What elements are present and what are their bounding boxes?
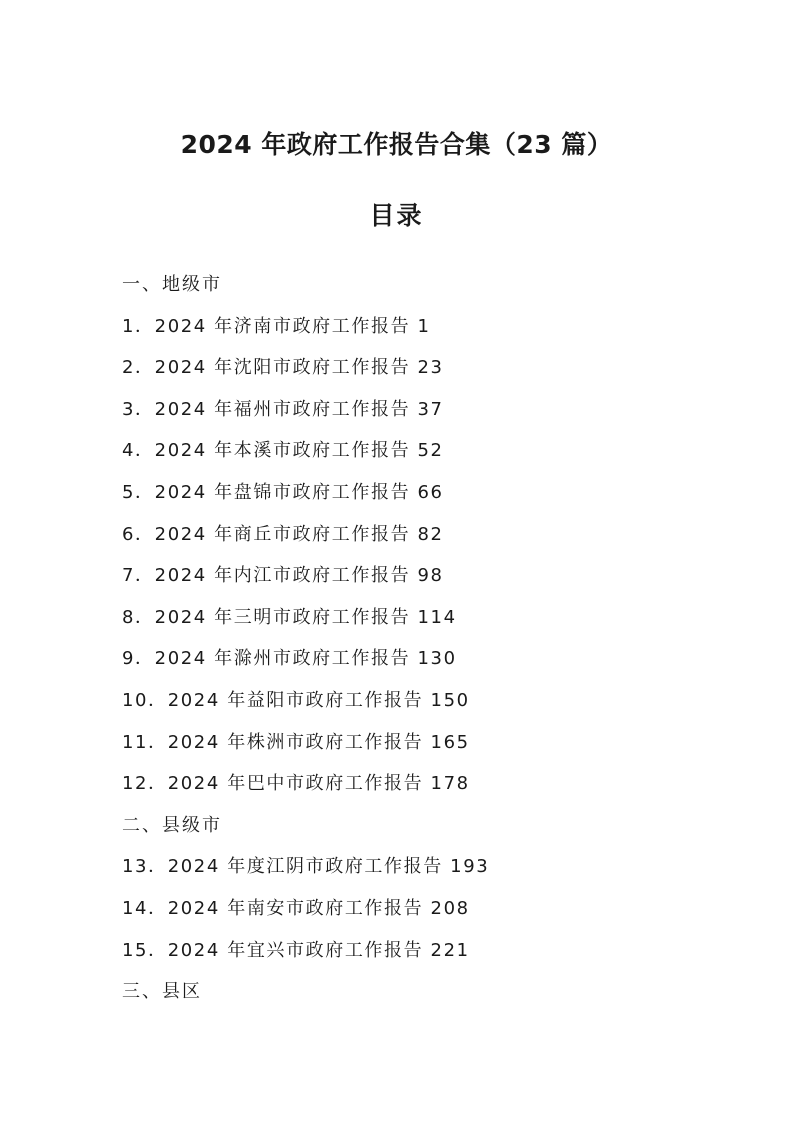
toc-entry[interactable]: 6．2024 年商丘市政府工作报告 82: [122, 523, 444, 545]
toc-section-prefecture-level-cities: 一、地级市: [122, 274, 222, 295]
toc-entry[interactable]: 14．2024 年南安市政府工作报告 208: [122, 897, 470, 919]
toc-entry[interactable]: 5．2024 年盘锦市政府工作报告 66: [122, 481, 444, 503]
toc-entry[interactable]: 11．2024 年株洲市政府工作报告 165: [122, 731, 470, 753]
toc-entry[interactable]: 9．2024 年滁州市政府工作报告 130: [122, 648, 457, 670]
toc-entry[interactable]: 4．2024 年本溪市政府工作报告 52: [122, 440, 444, 462]
toc-entry[interactable]: 12．2024 年巴中市政府工作报告 178: [122, 773, 470, 795]
toc-heading: 目录: [369, 201, 424, 230]
toc-entry[interactable]: 2．2024 年沈阳市政府工作报告 23: [122, 357, 444, 379]
toc-entry[interactable]: 8．2024 年三明市政府工作报告 114: [122, 606, 457, 628]
toc-entry[interactable]: 15．2024 年宜兴市政府工作报告 221: [122, 939, 470, 961]
document-title: 2024 年政府工作报告合集（23 篇）: [180, 130, 613, 159]
toc-entry[interactable]: 3．2024 年福州市政府工作报告 37: [122, 398, 444, 420]
toc-entry[interactable]: 13．2024 年度江阴市政府工作报告 193: [122, 856, 490, 878]
toc-entry[interactable]: 1．2024 年济南市政府工作报告 1: [122, 315, 431, 337]
table-of-contents: [122, 271, 489, 1020]
toc-section-counties-districts: 三、县区: [122, 981, 202, 1003]
toc-entry[interactable]: 10．2024 年益阳市政府工作报告 150: [122, 689, 470, 711]
toc-section-county-level-cities: 二、县级市: [122, 814, 222, 836]
toc-entry[interactable]: 7．2024 年内江市政府工作报告 98: [122, 565, 444, 587]
